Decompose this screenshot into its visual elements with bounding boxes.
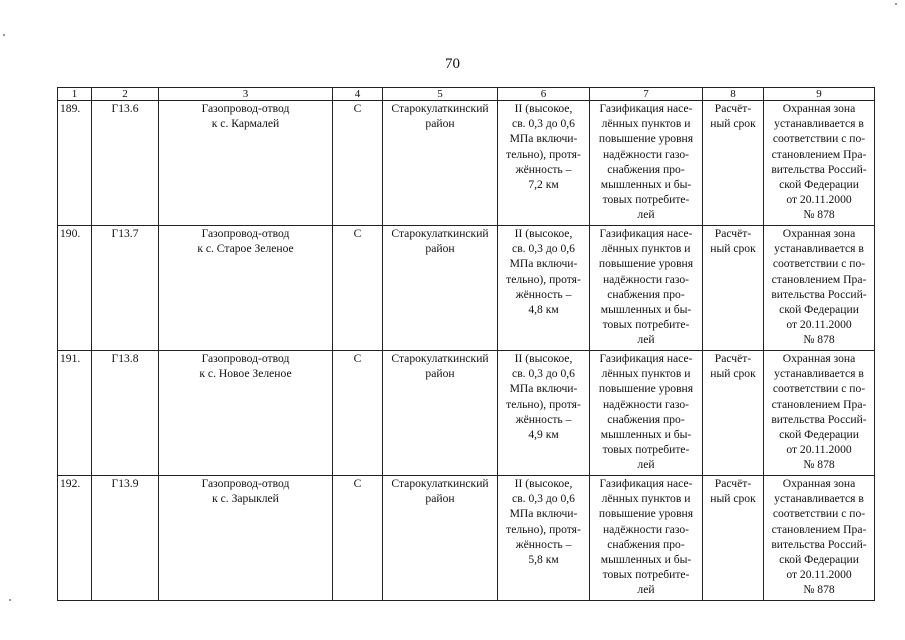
object-name-cell: [159, 101, 333, 226]
cell-line: тельно), протя-: [506, 147, 581, 161]
cell-line: мышленных и бы-: [600, 428, 692, 442]
table-body: [58, 101, 875, 601]
cell-line: становлением Пра-: [771, 147, 867, 161]
category-cell: С: [333, 351, 383, 476]
purpose-cell: [590, 101, 703, 226]
cell-line: от 20.11.2000: [786, 443, 852, 457]
cell-line: лённых пунктов и: [601, 117, 691, 131]
cell-line: вительства Россий-: [771, 537, 867, 551]
cell-line: жённость –: [515, 287, 572, 301]
scan-speck: [3, 34, 5, 36]
protection-zone-cell: [764, 101, 875, 226]
cell-line: Расчёт-: [714, 227, 752, 240]
cell-line: лённых пунктов и: [601, 367, 691, 381]
category-cell: С: [333, 476, 383, 601]
cell-line: Охранная зона: [782, 352, 856, 365]
cell-line: от 20.11.2000: [786, 318, 852, 332]
cell-line: снабжения про-: [607, 537, 685, 551]
column-header: 5: [383, 88, 498, 101]
cell-line: ской Федерации: [779, 428, 859, 442]
cell-line: жённость –: [515, 412, 572, 426]
object-name-cell: [159, 476, 333, 601]
cell-line: соответствии с по-: [772, 132, 866, 146]
protection-zone-cell: [764, 476, 875, 601]
cell-line: Газопровод-отвод: [201, 227, 290, 240]
cell-line: соответствии с по-: [772, 257, 866, 271]
column-header: 8: [703, 88, 764, 101]
cell-line: мышленных и бы-: [600, 303, 692, 317]
cell-line: к с. Новое Зеленое: [199, 367, 292, 381]
scan-speck: [9, 599, 11, 601]
column-header: 4: [333, 88, 383, 101]
cell-line: № 878: [803, 458, 835, 472]
cell-line: Старокулаткинский: [391, 102, 489, 115]
cell-line: Старокулаткинский: [391, 352, 489, 365]
cell-line: надёжности газо-: [602, 147, 690, 161]
cell-line: повышение уровня: [598, 132, 694, 146]
scan-speck: [895, 3, 897, 5]
parameters-cell: [498, 226, 590, 351]
cell-line: ный срок: [710, 242, 756, 256]
protection-zone-cell: [764, 226, 875, 351]
object-name-cell: [159, 351, 333, 476]
cell-line: тельно), протя-: [506, 397, 581, 411]
cell-line: МПа включи-: [509, 257, 578, 271]
cell-line: соответствии с по-: [772, 382, 866, 396]
cell-line: Охранная зона: [782, 477, 856, 490]
cell-line: становлением Пра-: [771, 397, 867, 411]
term-cell: [703, 101, 764, 226]
purpose-cell: [590, 226, 703, 351]
cell-line: № 878: [803, 583, 835, 597]
column-header: 3: [159, 88, 333, 101]
district-cell: [383, 101, 498, 226]
district-cell: [383, 226, 498, 351]
district-cell: [383, 476, 498, 601]
cell-line: ской Федерации: [779, 553, 859, 567]
cell-line: 5,8 км: [528, 553, 559, 567]
cell-line: товых потребите-: [602, 443, 690, 457]
protection-zone-cell: [764, 351, 875, 476]
gas-pipeline-table: [57, 87, 875, 601]
cell-line: лей: [637, 583, 655, 597]
cell-line: МПа включи-: [509, 132, 578, 146]
cell-line: становлением Пра-: [771, 522, 867, 536]
cell-line: район: [425, 117, 455, 131]
cell-line: Газопровод-отвод: [201, 477, 290, 490]
cell-line: район: [425, 492, 455, 506]
object-code-cell: Г13.6: [92, 101, 159, 226]
cell-line: 4,8 км: [528, 303, 559, 317]
table-row: [58, 351, 875, 476]
cell-line: св. 0,3 до 0,6: [512, 117, 575, 131]
cell-line: район: [425, 242, 455, 256]
cell-line: МПа включи-: [509, 382, 578, 396]
column-header: 2: [92, 88, 159, 101]
row-number-cell: 189.: [58, 101, 92, 226]
parameters-cell: [498, 476, 590, 601]
row-number-cell: 191.: [58, 351, 92, 476]
cell-line: к с. Зарыклей: [212, 492, 279, 506]
purpose-cell: [590, 476, 703, 601]
cell-line: жённость –: [515, 537, 572, 551]
cell-line: св. 0,3 до 0,6: [512, 492, 575, 506]
cell-line: 4,9 км: [528, 428, 559, 442]
cell-line: Расчёт-: [714, 352, 752, 365]
cell-line: устанавливается в: [774, 117, 864, 131]
cell-line: № 878: [803, 208, 835, 222]
cell-line: снабжения про-: [607, 412, 685, 426]
cell-line: Старокулаткинский: [391, 477, 489, 490]
cell-line: надёжности газо-: [602, 272, 690, 286]
cell-line: от 20.11.2000: [786, 193, 852, 207]
cell-line: устанавливается в: [774, 492, 864, 506]
cell-line: II (высокое,: [514, 352, 573, 365]
cell-line: II (высокое,: [514, 102, 573, 115]
cell-line: лей: [637, 458, 655, 472]
cell-line: Охранная зона: [782, 227, 856, 240]
category-cell: С: [333, 226, 383, 351]
cell-line: II (высокое,: [514, 227, 573, 240]
cell-line: ный срок: [710, 367, 756, 381]
cell-line: снабжения про-: [607, 162, 685, 176]
cell-line: повышение уровня: [598, 507, 694, 521]
cell-line: Газопровод-отвод: [201, 352, 290, 365]
cell-line: № 878: [803, 333, 835, 347]
cell-line: МПа включи-: [509, 507, 578, 521]
cell-line: к с. Кармалей: [211, 117, 280, 131]
cell-line: тельно), протя-: [506, 272, 581, 286]
parameters-cell: [498, 351, 590, 476]
cell-line: повышение уровня: [598, 257, 694, 271]
cell-line: Газификация насе-: [599, 477, 693, 490]
cell-line: II (высокое,: [514, 477, 573, 490]
object-name-cell: [159, 226, 333, 351]
cell-line: тельно), протя-: [506, 522, 581, 536]
column-header: 9: [764, 88, 875, 101]
district-cell: [383, 351, 498, 476]
cell-line: ный срок: [710, 117, 756, 131]
cell-line: район: [425, 367, 455, 381]
cell-line: снабжения про-: [607, 287, 685, 301]
cell-line: св. 0,3 до 0,6: [512, 367, 575, 381]
column-number-row: [58, 88, 875, 101]
cell-line: надёжности газо-: [602, 397, 690, 411]
table-row: [58, 226, 875, 351]
term-cell: [703, 476, 764, 601]
cell-line: Газификация насе-: [599, 227, 693, 240]
cell-line: вительства Россий-: [771, 162, 867, 176]
cell-line: Газификация насе-: [599, 102, 693, 115]
cell-line: товых потребите-: [602, 193, 690, 207]
cell-line: надёжности газо-: [602, 522, 690, 536]
cell-line: становлением Пра-: [771, 272, 867, 286]
cell-line: мышленных и бы-: [600, 553, 692, 567]
cell-line: Газификация насе-: [599, 352, 693, 365]
cell-line: вительства Россий-: [771, 412, 867, 426]
cell-line: 7,2 км: [528, 178, 559, 192]
cell-line: Охранная зона: [782, 102, 856, 115]
term-cell: [703, 226, 764, 351]
object-code-cell: Г13.9: [92, 476, 159, 601]
cell-line: лей: [637, 208, 655, 222]
purpose-cell: [590, 351, 703, 476]
column-header: 6: [498, 88, 590, 101]
column-header: 7: [590, 88, 703, 101]
table-row: [58, 101, 875, 226]
object-code-cell: Г13.8: [92, 351, 159, 476]
cell-line: лей: [637, 333, 655, 347]
cell-line: товых потребите-: [602, 318, 690, 332]
column-header: 1: [58, 88, 92, 101]
cell-line: жённость –: [515, 162, 572, 176]
cell-line: ской Федерации: [779, 303, 859, 317]
cell-line: св. 0,3 до 0,6: [512, 242, 575, 256]
row-number-cell: 192.: [58, 476, 92, 601]
cell-line: лённых пунктов и: [601, 492, 691, 506]
cell-line: ской Федерации: [779, 178, 859, 192]
term-cell: [703, 351, 764, 476]
cell-line: устанавливается в: [774, 367, 864, 381]
object-code-cell: Г13.7: [92, 226, 159, 351]
cell-line: Расчёт-: [714, 477, 752, 490]
cell-line: мышленных и бы-: [600, 178, 692, 192]
cell-line: Газопровод-отвод: [201, 102, 290, 115]
cell-line: соответствии с по-: [772, 507, 866, 521]
cell-line: повышение уровня: [598, 382, 694, 396]
cell-line: товых потребите-: [602, 568, 690, 582]
parameters-cell: [498, 101, 590, 226]
cell-line: к с. Старое Зеленое: [197, 242, 294, 256]
cell-line: Расчёт-: [714, 102, 752, 115]
page-number: 70: [445, 56, 460, 72]
cell-line: лённых пунктов и: [601, 242, 691, 256]
cell-line: от 20.11.2000: [786, 568, 852, 582]
cell-line: устанавливается в: [774, 242, 864, 256]
cell-line: ный срок: [710, 492, 756, 506]
category-cell: С: [333, 101, 383, 226]
cell-line: Старокулаткинский: [391, 227, 489, 240]
cell-line: вительства Россий-: [771, 287, 867, 301]
table-row: [58, 476, 875, 601]
row-number-cell: 190.: [58, 226, 92, 351]
